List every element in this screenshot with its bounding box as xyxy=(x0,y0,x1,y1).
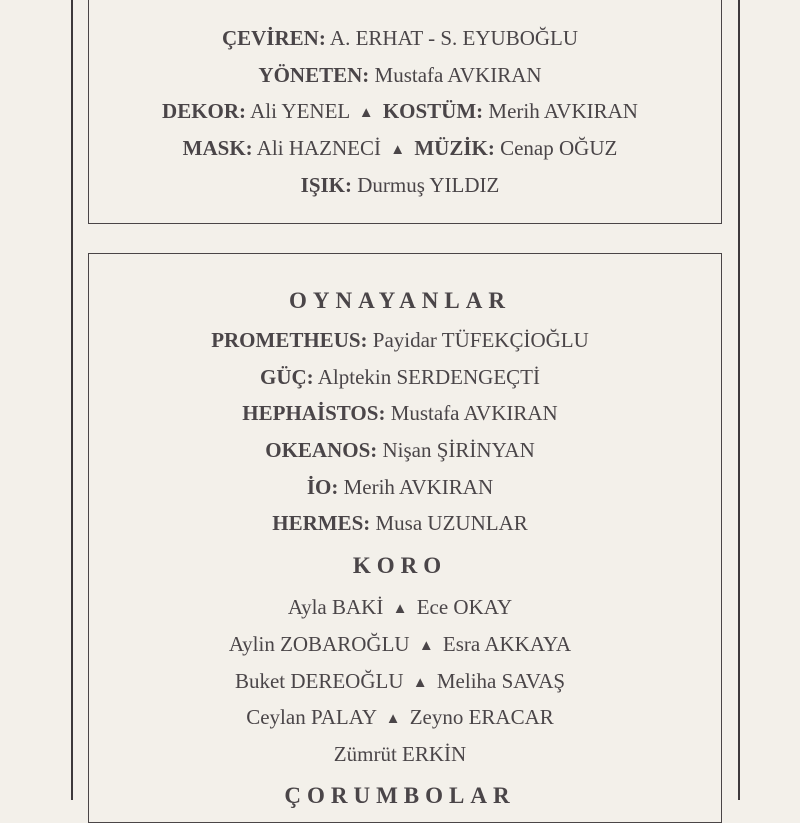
triangle-separator-icon: ▲ xyxy=(390,142,406,158)
cast-name: Musa UZUNLAR xyxy=(375,511,528,535)
credit-name: Ali HAZNECİ xyxy=(256,136,381,160)
triangle-separator-icon: ▲ xyxy=(358,105,374,121)
credit-translator xyxy=(0,25,800,51)
cast-name: Nişan ŞİRİNYAN xyxy=(382,438,535,462)
cast-role: OKEANOS: xyxy=(265,438,378,462)
cast-row xyxy=(0,364,800,390)
cast-row xyxy=(0,327,800,353)
cast-row xyxy=(0,474,800,500)
credit-role: IŞIK: xyxy=(300,173,352,197)
cast-name: Merih AVKIRAN xyxy=(343,475,494,499)
cast-role: HEPHAİSTOS: xyxy=(242,401,386,425)
cast-heading: OYNAYANLAR xyxy=(289,288,511,313)
credit-decor-costume xyxy=(0,98,800,127)
cast-row xyxy=(0,510,800,536)
cast-row xyxy=(0,400,800,426)
cast-role: GÜÇ: xyxy=(260,365,314,389)
credit-name: Durmuş YILDIZ xyxy=(357,173,500,197)
next-section-heading: ÇORUMBOLAR xyxy=(284,783,516,808)
triangle-separator-icon: ▲ xyxy=(385,711,401,727)
chorus-row xyxy=(0,594,800,623)
chorus-row xyxy=(0,668,800,697)
cast-name: Mustafa AVKIRAN xyxy=(390,401,558,425)
cast-role: HERMES: xyxy=(272,511,371,535)
credit-role: MASK: xyxy=(182,136,253,160)
chorus-member: Ece OKAY xyxy=(416,595,513,619)
credit-name: Cenap OĞUZ xyxy=(500,136,618,160)
triangle-separator-icon: ▲ xyxy=(418,638,434,654)
credit-role: DEKOR: xyxy=(162,99,247,123)
chorus-member: Ceylan PALAY xyxy=(246,705,377,729)
triangle-separator-icon: ▲ xyxy=(392,601,408,617)
chorus-member: Zümrüt ERKİN xyxy=(333,742,467,766)
chorus-member: Ayla BAKİ xyxy=(287,595,384,619)
chorus-member: Aylin ZOBAROĞLU xyxy=(228,632,410,656)
credit-name: A. ERHAT - S. EYUBOĞLU xyxy=(329,26,579,50)
credit-director xyxy=(0,62,800,88)
cast-name: Alptekin SERDENGEÇTİ xyxy=(317,365,540,389)
chorus-heading: KORO xyxy=(352,553,448,578)
chorus-row xyxy=(0,704,800,733)
chorus-member: Meliha SAVAŞ xyxy=(436,669,566,693)
credit-role: YÖNETEN: xyxy=(258,63,370,87)
credit-lighting xyxy=(0,172,800,198)
credit-name: Mustafa AVKIRAN xyxy=(374,63,542,87)
credit-role: MÜZİK: xyxy=(414,136,495,160)
chorus-row xyxy=(0,741,800,767)
chorus-row xyxy=(0,631,800,660)
cast-name: Payidar TÜFEKÇİOĞLU xyxy=(372,328,589,352)
chorus-member: Buket DEREOĞLU xyxy=(234,669,404,693)
credit-role: KOSTÜM: xyxy=(382,99,484,123)
credit-name: Ali YENEL xyxy=(250,99,350,123)
chorus-member: Esra AKKAYA xyxy=(442,632,572,656)
credit-role: ÇEVİREN: xyxy=(221,26,326,50)
triangle-separator-icon: ▲ xyxy=(412,675,428,691)
cast-role: PROMETHEUS: xyxy=(211,328,368,352)
cast-role: İO: xyxy=(306,475,339,499)
credit-name: Merih AVKIRAN xyxy=(488,99,638,123)
cast-row xyxy=(0,437,800,463)
credit-mask-music xyxy=(0,135,800,164)
chorus-member: Zeyno ERACAR xyxy=(409,705,554,729)
